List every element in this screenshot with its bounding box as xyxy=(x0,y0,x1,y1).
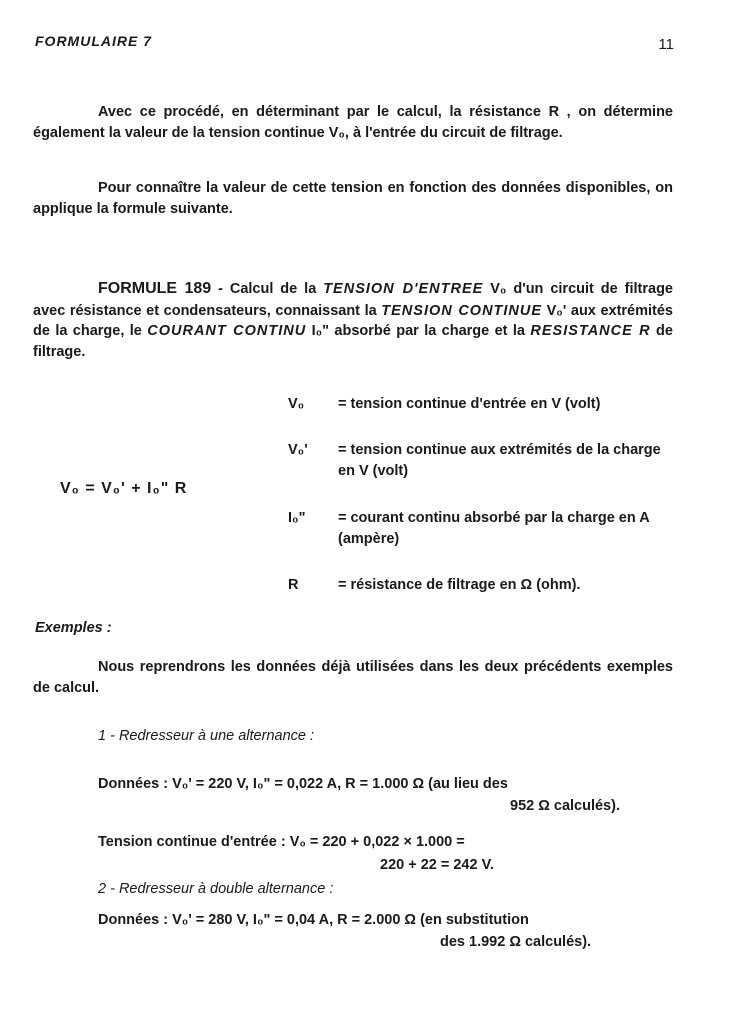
example-1-title: 1 - Redresseur à une alternance : xyxy=(98,728,315,744)
definition-symbol: I₀" xyxy=(288,510,306,526)
example-2-data: Données : V₀' = 280 V, I₀" = 0,04 A, R = 2.000 Ω (en substitution xyxy=(98,912,529,928)
paragraph-1: Avec ce procédé, en déterminant par le calcul, la résistance R , on détermine également la valeur de la tension continue V₀, à l'entrée du circuit de filtrage. xyxy=(33,104,673,141)
heading-keyword-1: TENSION D'ENTREE xyxy=(323,281,484,297)
definition-text: = tension continue d'entrée en V (volt) xyxy=(338,396,601,412)
example-1-result: 220 + 22 = 242 V. xyxy=(380,857,494,873)
definition-i0 xyxy=(288,508,678,549)
formula-label: FORMULE 189 xyxy=(98,280,212,297)
example-1-calc: Tension continue d'entrée : V₀ = 220 + 0,022 × 1.000 = xyxy=(98,834,465,850)
running-header: FORMULAIRE 7 xyxy=(35,33,152,49)
heading-keyword-2: TENSION CONTINUE xyxy=(381,302,543,319)
formula-heading xyxy=(33,278,673,362)
definition-text: = tension continue aux extrémités de la charge en V (volt) xyxy=(338,442,661,479)
page-number: 11 xyxy=(658,36,674,53)
paragraph-2: Pour connaître la valeur de cette tension en fonction des données disponibles, on applique la formule suivante. xyxy=(33,180,673,217)
definition-r xyxy=(288,575,678,596)
example-1-data-cont: 952 Ω calculés). xyxy=(510,798,620,814)
definition-v0 xyxy=(288,394,678,415)
example-2-title: 2 - Redresseur à double alternance : xyxy=(98,881,334,897)
definition-v0-prime xyxy=(288,440,678,481)
definition-symbol: R xyxy=(288,577,299,593)
examples-title: Exemples : xyxy=(35,620,112,636)
heading-text-2: V₀ d'un circuit de filtrage avec résistance et condensateurs, connaissant la xyxy=(33,281,673,319)
definition-symbol: V₀ xyxy=(288,396,305,412)
heading-keyword-3: COURANT CONTINU xyxy=(147,323,307,340)
heading-text-1: - Calcul de la xyxy=(211,281,324,297)
definition-text: = courant continu absorbé par la charge en A (ampère) xyxy=(338,510,650,547)
heading-keyword-4: RESISTANCE R xyxy=(530,323,651,340)
heading-text-4: I₀" absorbé par la charge et la xyxy=(306,323,531,340)
main-formula: V₀ = V₀' + I₀" R xyxy=(60,480,188,497)
heading-text-5: de filtrage. xyxy=(33,323,673,360)
definition-text: = résistance de filtrage en Ω (ohm). xyxy=(338,577,581,593)
example-2-data-cont: des 1.992 Ω calculés). xyxy=(440,934,592,950)
heading-text-3: V₀' aux extrémités de la charge, le xyxy=(33,302,673,340)
examples-intro: Nous reprendrons les données déjà utilisées dans les deux précédents exemples de calcul. xyxy=(33,659,673,696)
definition-symbol: V₀' xyxy=(288,442,308,458)
example-1-data: Données : V₀' = 220 V, I₀" = 0,022 A, R = 1.000 Ω (au lieu des xyxy=(98,776,508,792)
